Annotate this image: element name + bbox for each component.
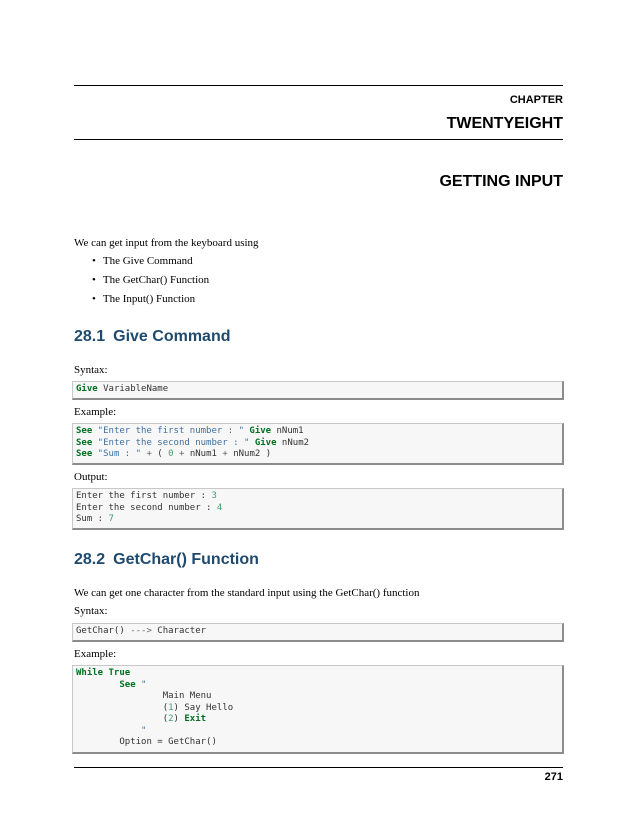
code-text: nNum1 (189, 449, 217, 459)
section-number: 28.1 (74, 328, 106, 345)
example-label: Example: (74, 648, 117, 660)
section-heading-give-command[interactable] (74, 328, 231, 346)
page-number: 271 (544, 771, 563, 783)
code-keyword: See (119, 679, 136, 690)
code-text: ( (151, 449, 169, 459)
section-title: Give Command (113, 328, 231, 345)
code-operator: + (146, 449, 152, 459)
section-title: GetChar() Function (113, 551, 259, 568)
chapter-title: GETTING INPUT (439, 173, 563, 190)
code-string: "Enter the second number : " (92, 437, 255, 448)
code-block-output (72, 488, 564, 530)
chapter-label: CHAPTER (509, 94, 563, 106)
code-keyword: See (76, 437, 93, 448)
code-text: nNum1 (271, 426, 304, 436)
section-number: 28.2 (74, 551, 106, 568)
code-keyword: See (76, 426, 93, 436)
code-string: "Enter the first number : " (92, 426, 250, 436)
bullet-item: • The Give Command (92, 254, 209, 273)
code-block-example (72, 423, 564, 465)
code-keyword: Give (254, 437, 277, 448)
code-text: ( (162, 714, 169, 724)
syntax-label: Syntax: (74, 364, 108, 376)
code-block-syntax (72, 381, 564, 400)
code-keyword: Give (249, 426, 272, 436)
code-text: Option = GetChar() (119, 737, 217, 747)
footer-rule (74, 767, 563, 768)
output-label: Output: (74, 471, 108, 483)
code-string: " (135, 679, 147, 690)
output-value: 7 (108, 514, 114, 524)
code-operator: + (173, 449, 190, 459)
code-keyword: See (76, 449, 93, 459)
code-text: Character (151, 626, 207, 636)
code-number: 2 (168, 714, 174, 724)
top-rule (74, 85, 563, 86)
chapter-number: TWENTYEIGHT (446, 115, 563, 132)
example-label: Example: (74, 406, 117, 418)
intro-bullet-list (92, 254, 209, 311)
bullet-item: • The Input() Function (92, 292, 209, 311)
intro-text: We can get input from the keyboard using (74, 237, 259, 249)
output-text: Enter the second number : (76, 502, 217, 513)
section-heading-getchar[interactable] (74, 551, 259, 569)
code-text: Main Menu (162, 691, 212, 701)
code-text: ( (162, 702, 169, 713)
output-text: Enter the first number : (76, 491, 212, 501)
code-text: VariableName (97, 384, 169, 394)
code-text: ) (173, 714, 185, 724)
code-string: "Sum : " (92, 449, 147, 459)
code-block-syntax (72, 623, 564, 642)
code-string: " (141, 725, 147, 736)
bullet-item: • The GetChar() Function (92, 273, 209, 292)
output-text: Sum : (76, 514, 109, 524)
code-text: nNum2 (276, 437, 310, 448)
code-keyword: Give (76, 384, 98, 394)
code-keyword: Exit (184, 714, 207, 724)
code-block-example (72, 665, 564, 754)
output-value: 4 (216, 502, 223, 513)
syntax-label: Syntax: (74, 605, 108, 617)
code-text: GetChar() (76, 626, 131, 636)
code-operator: + (216, 449, 234, 459)
code-number: 0 (168, 449, 174, 459)
code-operator: ---> (130, 626, 152, 636)
code-keyword: While True (76, 668, 131, 678)
code-text: ) Say Hello (173, 702, 234, 713)
chapter-rule (74, 139, 563, 140)
code-number: 1 (168, 702, 174, 713)
code-text: nNum2 ) (233, 449, 272, 459)
section-description: We can get one character from the standard input using the GetChar() function (74, 587, 420, 599)
output-value: 3 (211, 491, 217, 501)
